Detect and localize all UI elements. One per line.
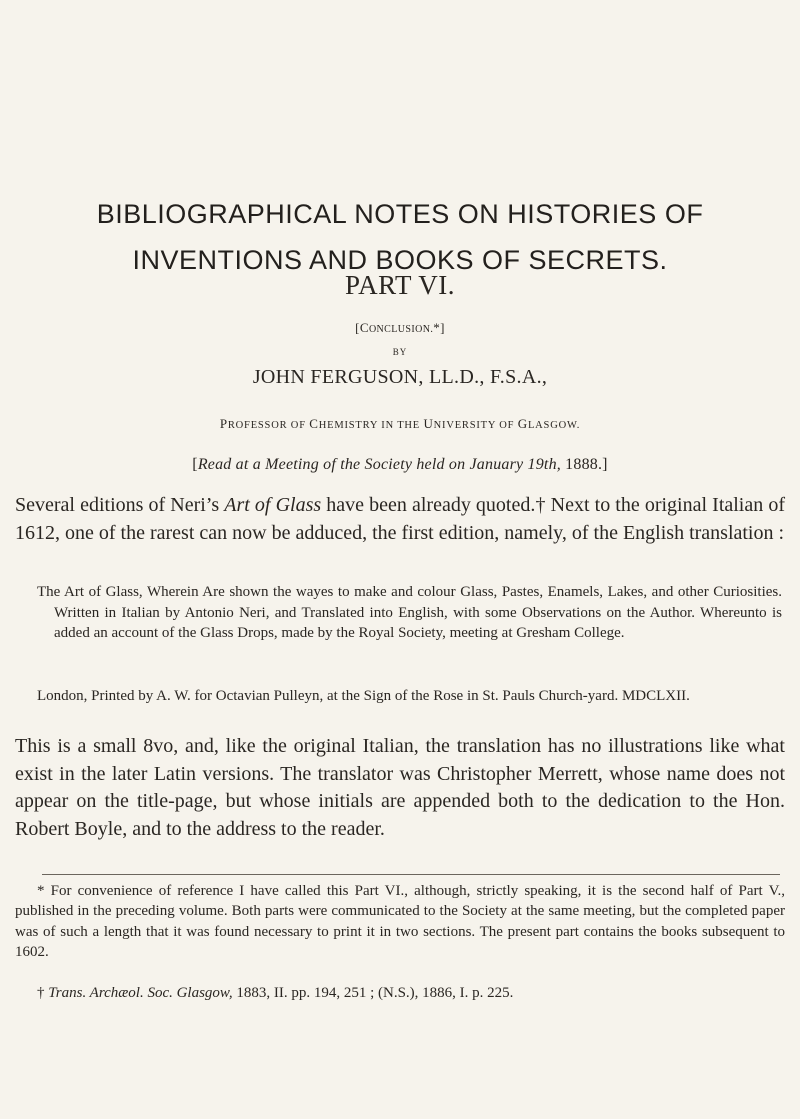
read-open-bracket: [ [192, 456, 198, 473]
paragraph-1-rest: have been already quoted.† Next to the original Italian of 1612, one of the rarest can now be adduced, the first edition, namely, of the English translation : [15, 494, 786, 544]
conclusion-initial: C [359, 320, 369, 335]
affiliation-part-2: HEMISTRY IN THE [318, 420, 424, 431]
dagger-mark: † [37, 985, 49, 1001]
read-date: 1888.] [560, 456, 608, 473]
conclusion-note [0, 320, 800, 336]
read-meeting-text: Read at a Meeting of the Society held on January 19th, [197, 456, 561, 473]
part-heading: PART VI. [345, 270, 455, 300]
footnote-2-journal: Trans. Archæol. Soc. Glasgow, [48, 985, 233, 1001]
conclusion-rest: ONCLUSION. [368, 324, 434, 335]
author-name: JOHN FERGUSON, LL.D., F.S.A., [252, 366, 548, 388]
body-paragraph-2: This is a small 8vo, and, like the original Italian, the translation has no illustrations like what exist in the later Latin versions. The translator was Christopher Merrett, whose name does not appear on the title-page, but whose initials are appended both to the dedication to the Hon. Robert Boyle, and to the address to the reader. [15, 735, 785, 840]
page-title-line-2: INVENTIONS AND BOOKS OF SECRETS. [132, 245, 668, 275]
affiliation-part-3: NIVERSITY OF [433, 420, 518, 431]
footnote-1: * For convenience of reference I have called this Part VI., although, strictly speaking, it is the second half of Part V., published in the preceding volume. Both parts were communicated to the Society at the same meeting, but the completed paper was of such a length that it was found necessary to print it in two sections. The present part contains the books subsequent to 1602. [15, 883, 785, 961]
paragraph-1-start: Several editions of Neri’s [15, 494, 225, 516]
affiliation-initial-u: U [423, 416, 434, 431]
art-of-glass-title: Art of Glass [224, 494, 322, 516]
affiliation-initial-c: C [309, 416, 319, 431]
page-title-line-1: BIBLIOGRAPHICAL NOTES ON HISTORIES OF [96, 199, 704, 229]
affiliation-part-1: ROFESSOR OF [227, 420, 310, 431]
footnote-2-reference: 1883, II. pp. 194, 251 ; (N.S.), 1886, I. p. 225. [232, 985, 514, 1001]
read-at-meeting-note [0, 456, 800, 474]
footnote-2 [15, 983, 785, 1003]
by-line: BY [392, 347, 408, 357]
title-quotation: The Art of Glass, Wherein Are shown the wayes to make and colour Glass, Pastes, Enamels, Lakes, and other Curiosities. Written in Italian by Antonio Neri, and Translated into English, with some Observations on the Author. Whereunto is added an account of the Glass Drops, made by the Royal Society, meeting at Gresham College. [37, 584, 782, 642]
conclusion-close: *] [433, 320, 445, 335]
affiliation-initial-g: G [517, 416, 528, 431]
body-paragraph-1 [15, 492, 785, 547]
conclusion-open-bracket: [ [355, 320, 360, 335]
author-affiliation [0, 416, 800, 432]
affiliation-initial-p: P [219, 416, 228, 431]
imprint-quotation: London, Printed by A. W. for Octavian Pulleyn, at the Sign of the Rose in St. Pauls Church-yard. MDCLXII. [37, 688, 690, 704]
affiliation-part-4: LASGOW. [527, 420, 581, 431]
footnote-divider [42, 874, 780, 875]
